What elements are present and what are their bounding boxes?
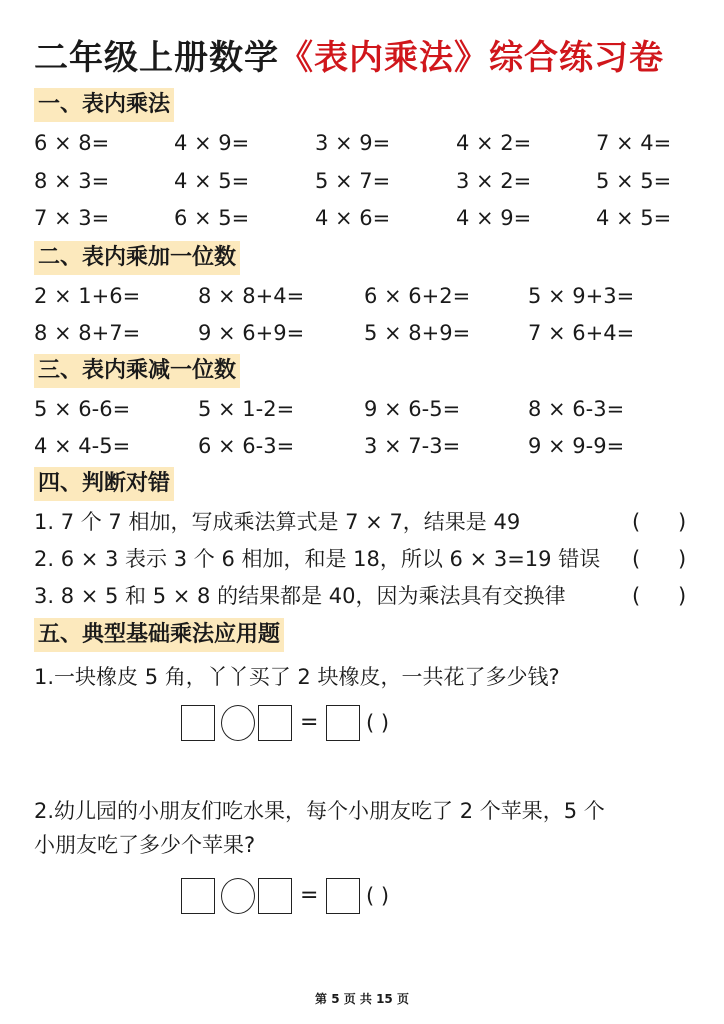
exercise-item: 8 × 3= [34, 169, 110, 193]
exercise-item: 5 × 7= [315, 169, 391, 193]
exercise-item: 7 × 4= [596, 131, 672, 155]
blank-box [181, 878, 215, 914]
word-problem-2-line1: 2.幼儿园的小朋友们吃水果，每个小朋友吃了 2 个苹果，5 个 [34, 799, 605, 823]
operator-circle [221, 705, 255, 741]
true-false-question: 2. 6 × 3 表示 3 个 6 相加，和是 18，所以 6 × 3=19 错误 [34, 547, 601, 571]
exercise-item: 7 × 6+4= [528, 321, 635, 345]
paren-close: ) [678, 510, 687, 534]
exercise-row [0, 394, 724, 424]
page-title [34, 30, 664, 79]
exercise-item: 6 × 8= [34, 131, 110, 155]
paren-open: ( [632, 584, 641, 608]
section-header-4: 四、判断对错 [34, 467, 174, 501]
blank-box [258, 705, 292, 741]
exercise-row [0, 166, 724, 196]
exercise-item: 5 × 9+3= [528, 284, 635, 308]
unit-parentheses: ( ) [366, 711, 390, 735]
exercise-row [0, 431, 724, 461]
exercise-item: 5 × 1-2= [198, 397, 295, 421]
exercise-item: 4 × 4-5= [34, 434, 131, 458]
operator-circle [221, 878, 255, 914]
exercise-item: 6 × 6-3= [198, 434, 295, 458]
exercise-item: 6 × 5= [174, 206, 250, 230]
section-header-2: 二、表内乘加一位数 [34, 241, 240, 275]
blank-box [181, 705, 215, 741]
answer-box [326, 878, 360, 914]
exercise-item: 3 × 7-3= [364, 434, 461, 458]
exercise-item: 4 × 2= [456, 131, 532, 155]
exercise-item: 5 × 8+9= [364, 321, 471, 345]
answer-box [326, 705, 360, 741]
word-problem-2-line2: 小朋友吃了多少个苹果? [34, 833, 256, 857]
title-main: 二年级上册数学 [34, 38, 279, 78]
equals-sign: = [300, 710, 319, 735]
section-header-5: 五、典型基础乘法应用题 [34, 618, 284, 652]
exercise-item: 3 × 2= [456, 169, 532, 193]
blank-box [258, 878, 292, 914]
paren-open: ( [632, 547, 641, 571]
exercise-item: 5 × 6-6= [34, 397, 131, 421]
exercise-row [0, 128, 724, 158]
exercise-item: 9 × 9-9= [528, 434, 625, 458]
paren-open: ( [632, 510, 641, 534]
exercise-item: 2 × 1+6= [34, 284, 141, 308]
true-false-question: 1. 7 个 7 相加，写成乘法算式是 7 × 7，结果是 49 [34, 510, 521, 534]
exercise-item: 8 × 8+7= [34, 321, 141, 345]
exercise-row [0, 318, 724, 348]
exercise-row [0, 203, 724, 233]
exercise-item: 9 × 6+9= [198, 321, 305, 345]
paren-close: ) [678, 547, 687, 571]
word-problem-1: 1.一块橡皮 5 角，丫丫买了 2 块橡皮，一共花了多少钱? [34, 665, 560, 689]
exercise-item: 4 × 5= [174, 169, 250, 193]
page-number-footer: 第 5 页 共 15 页 [315, 992, 409, 1006]
exercise-item: 9 × 6-5= [364, 397, 461, 421]
exercise-item: 4 × 6= [315, 206, 391, 230]
exercise-item: 8 × 6-3= [528, 397, 625, 421]
section-header-1: 一、表内乘法 [34, 88, 174, 122]
exercise-item: 8 × 8+4= [198, 284, 305, 308]
exercise-item: 4 × 9= [174, 131, 250, 155]
exercise-row [0, 281, 724, 311]
exercise-item: 3 × 9= [315, 131, 391, 155]
exercise-item: 5 × 5= [596, 169, 672, 193]
exercise-item: 6 × 6+2= [364, 284, 471, 308]
exercise-item: 7 × 3= [34, 206, 110, 230]
title-highlight: 《表内乘法》综合练习卷 [279, 38, 664, 78]
true-false-question: 3. 8 × 5 和 5 × 8 的结果都是 40，因为乘法具有交换律 [34, 584, 566, 608]
exercise-item: 4 × 9= [456, 206, 532, 230]
exercise-item: 4 × 5= [596, 206, 672, 230]
unit-parentheses: ( ) [366, 884, 390, 908]
section-header-3: 三、表内乘减一位数 [34, 354, 240, 388]
paren-close: ) [678, 584, 687, 608]
equals-sign: = [300, 883, 319, 908]
